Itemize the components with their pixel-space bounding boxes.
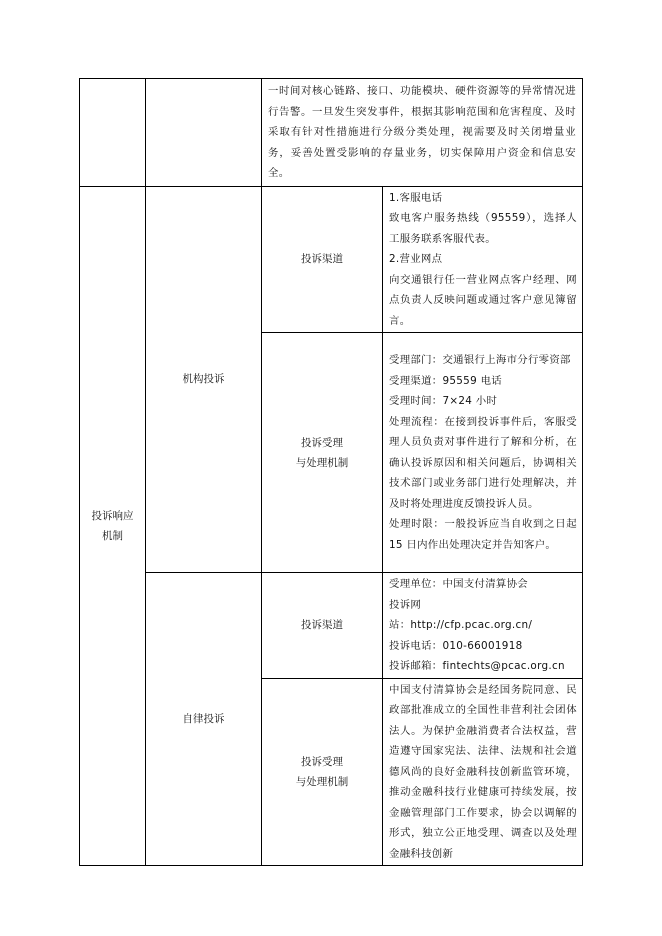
selfreg-channel-label-cell: [262, 573, 383, 679]
selfreg-mechanism-label-line2: 与处理机制: [295, 775, 349, 788]
channel-line: 致电客户服务热线（95559），选择人工服务联系客服代表。: [389, 212, 577, 245]
institution-channel-label: 投诉渠道: [301, 253, 343, 266]
monitoring-text-cell: [262, 79, 583, 187]
channel-line: 受理单位：中国支付清算协会: [389, 578, 528, 590]
table-row: [80, 186, 583, 333]
channel-line: 向交通银行任一营业网点客户经理、网点负责人反映问题或通过客户意见簿留言。: [389, 273, 577, 327]
selfreg-label: 自律投诉: [182, 713, 225, 725]
mechanism-line: 处理时限：一般投诉应当自收到之日起 15 日内作出处理决定并告知客户。: [389, 518, 577, 551]
table-row: [80, 573, 583, 679]
institution-mechanism-label-line2: 与处理机制: [295, 456, 349, 469]
section-label-cell: [80, 186, 146, 866]
empty-cell: [146, 79, 262, 187]
channel-line: 站：http://cfp.pcac.org.cn/: [389, 619, 533, 631]
channel-line: 投诉电话：010-66001918: [389, 639, 523, 652]
section-label-line1: 投诉响应: [91, 509, 134, 522]
channel-line: 投诉邮箱：fintechts@pcac.org.cn: [389, 660, 565, 672]
mechanism-line: 受理部门：交通银行上海市分行零资部: [389, 354, 571, 366]
channel-line: 投诉网: [389, 598, 422, 611]
complaint-mechanism-table: [79, 78, 583, 866]
monitoring-text: 一时间对核心链路、接口、功能模块、硬件资源等的异常情况进行告警。一旦发生突发事件，根据其影响范围和危害程度、及时采取有针对性措施进行分级分类处理，视需要及时关闭增量业务，妥善处置受影响的存量业务，切实保障用户资金和信息安全。: [268, 85, 576, 179]
selfreg-channel-label: 投诉渠道: [301, 619, 343, 632]
channel-line: 2.营业网点: [389, 253, 443, 265]
selfreg-mechanism-text: 中国支付清算协会是经国务院同意、民政部批准成立的全国性非营利社会团体法人。为保护金融消费者合法权益，营造遵守国家宪法、法律、法规和社会道德风尚的良好金融科技创新监管环境，推动金融科技行业健康可持续发展，按金融管理部门工作要求，协会以调解的形式，独立公正地受理、调查以及处理金融科技创新: [389, 683, 577, 860]
institution-mechanism-label-cell: [262, 333, 383, 573]
institution-mechanism-label-line1: 投诉受理: [301, 436, 343, 449]
selfreg-mechanism-label-cell: [262, 678, 383, 866]
table-row: [80, 79, 583, 187]
mechanism-line: 处理流程：在接到投诉事件后，客服受理人员负责对事件进行了解和分析，在确认投诉原因和相关问题后，协调相关技术部门或业务部门进行处理解决，并及时将处理进度反馈投诉人员。: [389, 415, 577, 510]
selfreg-mechanism-label-line1: 投诉受理: [301, 755, 343, 768]
institution-channel-label-cell: [262, 186, 383, 333]
institution-label: 机构投诉: [182, 373, 225, 386]
section-label-line2: 机制: [102, 529, 123, 542]
institution-channel-content: [383, 186, 583, 333]
mechanism-line: 受理渠道：95559 电话: [389, 374, 502, 387]
institution-label-cell: [146, 186, 262, 573]
channel-line: 1.客服电话: [389, 191, 443, 204]
empty-cell: [80, 79, 146, 187]
selfreg-label-cell: [146, 573, 262, 866]
institution-mechanism-content: [383, 333, 583, 573]
selfreg-mechanism-content: [383, 678, 583, 866]
selfreg-channel-content: [383, 573, 583, 679]
mechanism-line: 受理时间：7×24 小时: [389, 395, 498, 407]
